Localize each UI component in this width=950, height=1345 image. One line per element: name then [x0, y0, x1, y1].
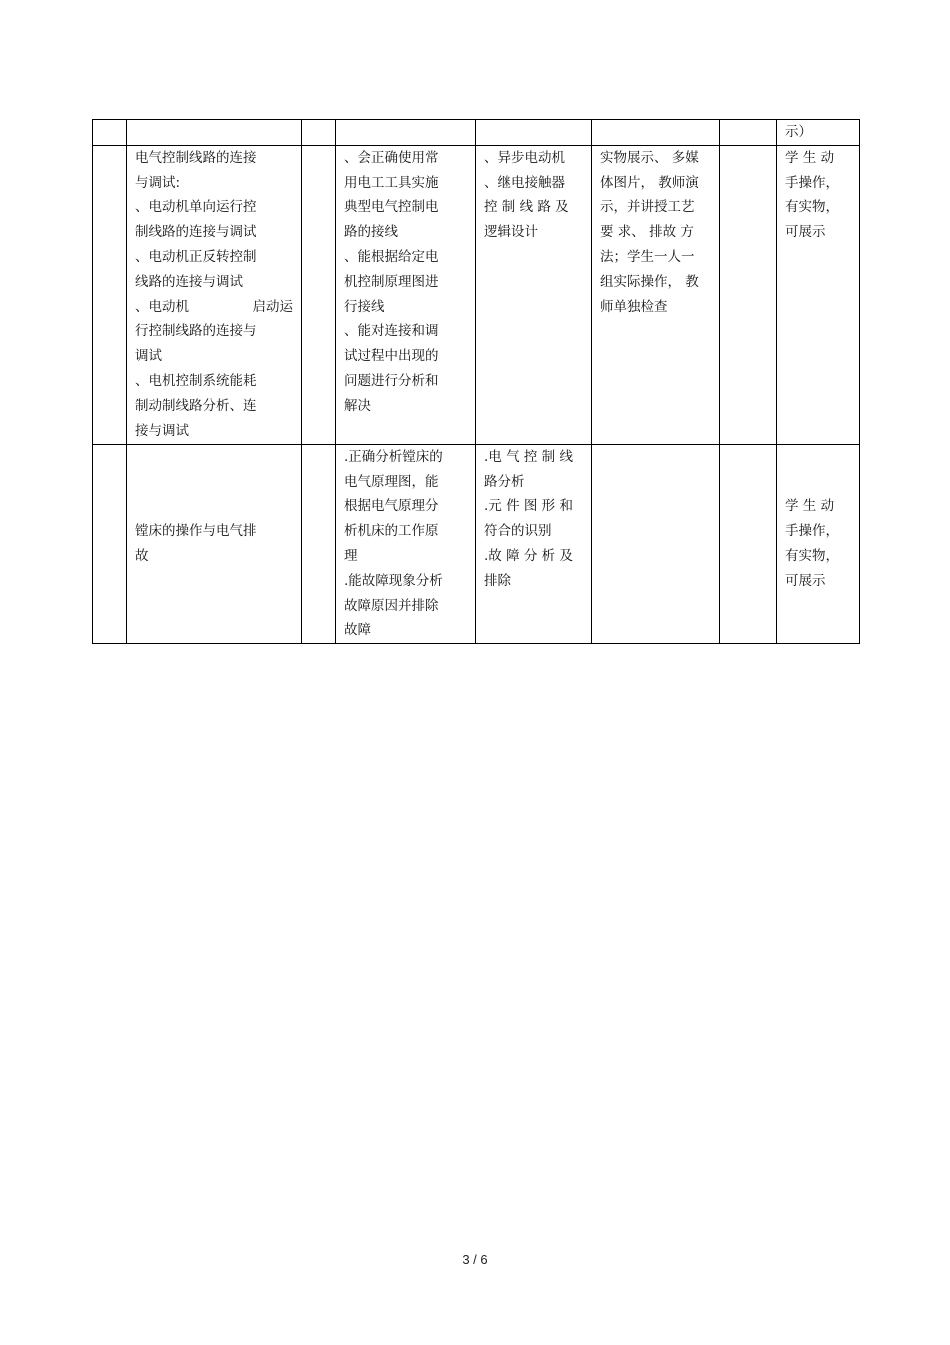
cell-knowledge: [476, 145, 592, 444]
text-line: 可展示: [785, 224, 826, 241]
text-line: 线路的连接与调试: [135, 273, 243, 290]
page-number: 3 / 6: [462, 1252, 488, 1267]
text-line: 路的接线: [344, 224, 398, 241]
text-line: 学 生 动: [785, 149, 835, 166]
cell-requirements: [336, 444, 476, 643]
cell-content: [127, 120, 302, 146]
text-line: 师单独检查: [600, 298, 668, 315]
text-line: 与调试:: [135, 174, 181, 191]
text-line: 、电动机单向运行控: [135, 199, 257, 216]
text-line: 控 制 线 路 及: [484, 199, 569, 216]
text-line: 、异步电动机: [484, 149, 565, 166]
cell-assessment: [777, 444, 860, 643]
text-line: 析机床的工作原: [344, 523, 439, 540]
text-line: 有实物，: [785, 547, 839, 564]
text-line: 根据电气原理分: [344, 498, 439, 515]
text-line: .正确分析镗床的: [344, 448, 443, 465]
cell-blank: [720, 120, 777, 146]
text-line: 法；学生一人一: [600, 248, 695, 265]
cell-knowledge: [476, 444, 592, 643]
text-line: 调试: [135, 348, 162, 365]
text-line: 行控制线路的连接与: [135, 323, 257, 340]
cell-knowledge: [476, 120, 592, 146]
text-line: .故 障 分 析 及: [484, 547, 573, 564]
text-line: 、能对连接和调: [344, 323, 439, 340]
cell-requirements: [336, 145, 476, 444]
text-line: 故障原因并排除: [344, 597, 439, 614]
text-line: 行接线: [344, 298, 385, 315]
cell-hours: [302, 120, 336, 146]
text-line: 、会正确使用常: [344, 149, 439, 166]
text-line: 典型电气控制电: [344, 199, 439, 216]
text-line: .电 气 控 制 线: [484, 448, 573, 465]
cell-content: [127, 444, 302, 643]
text-line: 故: [135, 547, 149, 564]
text-line: 电气控制线路的连接: [135, 149, 257, 166]
text-line: 逻辑设计: [484, 224, 538, 241]
cell-blank: [720, 444, 777, 643]
cell-hours: [302, 444, 336, 643]
text-line: 制动制线路分析、连: [135, 397, 257, 414]
cell-index: [93, 145, 127, 444]
cell-blank: [720, 145, 777, 444]
text-line: [135, 295, 293, 320]
cell-method: [592, 444, 720, 643]
cell-method: [592, 145, 720, 444]
text-line: 机控制原理图进: [344, 273, 439, 290]
text-line: 接与调试: [135, 422, 189, 439]
cell-content: [127, 145, 302, 444]
cell-index: [93, 444, 127, 643]
table-row-boring-machine: [93, 444, 860, 643]
text-line: 组实际操作， 教: [600, 273, 699, 290]
text-line: 示，并讲授工艺: [600, 199, 695, 216]
text-line: 理: [344, 547, 358, 564]
text-line: 路分析: [484, 473, 525, 490]
text-segment: 启动运: [252, 298, 293, 315]
course-table: [92, 119, 860, 644]
table-row-control-circuits: [93, 145, 860, 444]
text-line: 、电机控制系统能耗: [135, 372, 257, 389]
cell-requirements: [336, 120, 476, 146]
text-line: .元 件 图 形 和: [484, 498, 573, 515]
text-line: 、继电接触器: [484, 174, 565, 191]
text-line: 学 生 动: [785, 498, 835, 515]
cell-index: [93, 120, 127, 146]
text-line: 示）: [785, 124, 812, 140]
text-line: 镗床的操作与电气排: [135, 523, 257, 540]
text-line: 实物展示、 多媒: [600, 149, 699, 166]
cell-method: [592, 120, 720, 146]
text-line: 试过程中出现的: [344, 348, 439, 365]
text-line: 有实物，: [785, 199, 839, 216]
text-line: 排除: [484, 572, 511, 589]
text-line: 体图片， 教师演: [600, 174, 699, 191]
cell-hours: [302, 145, 336, 444]
text-line: .能故障现象分析: [344, 572, 443, 589]
text-line: 解决: [344, 397, 371, 414]
text-line: 制线路的连接与调试: [135, 224, 257, 241]
text-segment: 、电动机: [135, 298, 189, 315]
text-line: 手操作，: [785, 523, 839, 540]
text-line: 手操作，: [785, 174, 839, 191]
text-line: 电气原理图，能: [344, 473, 439, 490]
text-line: 、电动机正反转控制: [135, 248, 257, 265]
text-line: 问题进行分析和: [344, 372, 439, 389]
table-row-continued: [93, 120, 860, 146]
cell-assessment: [777, 145, 860, 444]
text-line: 、能根据给定电: [344, 248, 439, 265]
text-line: 要 求、 排故 方: [600, 224, 694, 241]
cell-assessment: [777, 120, 860, 146]
text-line: 可展示: [785, 572, 826, 589]
text-line: 符合的识别: [484, 523, 552, 540]
text-line: 故障: [344, 622, 371, 639]
text-line: 用电工工具实施: [344, 174, 439, 191]
